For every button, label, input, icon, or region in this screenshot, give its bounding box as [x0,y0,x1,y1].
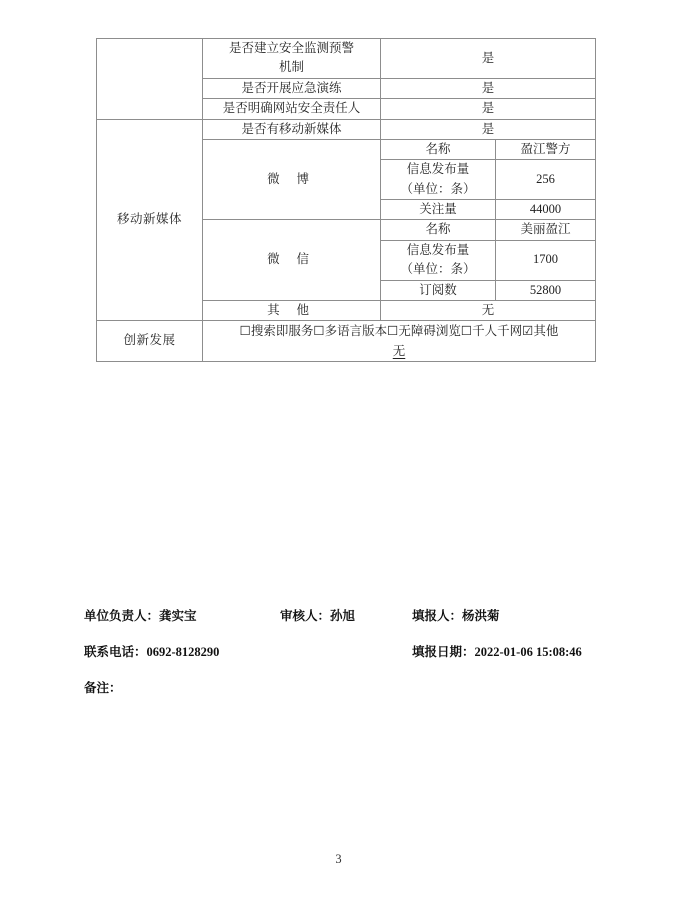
security-section-label [97,39,203,120]
phone-field [84,642,219,660]
checkbox-unchecked-icon[interactable]: ☐ [387,323,399,339]
weibo-field-name-0: 名称 [381,139,496,159]
innovation-option-4-label: 其他 [533,324,559,339]
innovation-option-3[interactable] [461,324,522,338]
wechat-field-name-1-line1: 信息发布量 [406,242,470,257]
innovation-option-2-label: 无障碍浏览 [398,324,461,339]
wechat-field-name-2: 订阅数 [381,280,496,300]
has-new-media-question: 是否有移动新媒体 [203,119,381,139]
security-answer-1: 是 [381,39,596,79]
security-answer-3: 是 [381,99,596,119]
signature-row-2 [84,642,624,678]
security-answer-2: 是 [381,78,596,98]
innovation-option-2[interactable] [387,324,461,338]
innovation-option-1[interactable] [313,324,387,338]
security-question-2: 是否开展应急演练 [203,78,381,98]
wechat-field-value-1: 1700 [496,240,596,280]
weibo-field-name-2: 关注量 [381,200,496,220]
weibo-field-name-1 [381,160,496,200]
wechat-field-name-0: 名称 [381,220,496,240]
innovation-option-0[interactable] [240,324,314,338]
phone-value: 0692-8128290 [146,645,220,659]
wechat-field-value-2: 52800 [496,280,596,300]
weibo-field-value-2: 44000 [496,200,596,220]
reviewer-field [280,606,355,624]
weibo-field-name-1-line2: （单位：条） [400,181,476,196]
signature-row-1 [84,606,624,642]
security-question-1-line2: 机制 [278,60,304,75]
page-number: 3 [335,852,342,866]
innovation-option-1-label: 多语言版本 [324,324,388,339]
table-row [97,321,596,362]
filler-value: 杨洪菊 [462,609,500,623]
weibo-field-value-1: 256 [496,160,596,200]
table-row [97,119,596,139]
signature-block [84,606,624,714]
phone-label: 联系电话： [84,645,147,659]
wechat-field-name-1-line2: （单位：条） [400,262,476,277]
remark-label: 备注： [84,681,122,695]
security-question-1-line1: 是否建立安全监测预警 [228,41,354,55]
other-media-value: 无 [381,300,596,320]
innovation-other-value: 无 [392,343,406,358]
date-value: 2022-01-06 15:08:46 [474,645,582,659]
wechat-label: 微 信 [203,220,381,301]
innovation-option-0-label: 搜索即服务 [250,324,314,339]
security-question-1 [203,39,381,79]
date-label: 填报日期： [412,645,475,659]
checkbox-unchecked-icon[interactable]: ☐ [460,323,473,339]
unit-head-value: 龚实宝 [159,609,197,623]
wechat-field-value-0: 美丽盈江 [496,220,596,240]
innovation-option-4[interactable] [522,324,558,338]
reviewer-label: 审核人： [280,609,331,623]
weibo-field-value-0: 盈江警方 [496,139,596,159]
new-media-section-label: 移动新媒体 [97,119,203,321]
filler-field [412,606,500,624]
has-new-media-answer: 是 [381,119,596,139]
weibo-label: 微 博 [203,139,381,220]
website-report-table [96,38,596,362]
checkbox-unchecked-icon[interactable]: ☐ [313,323,325,339]
wechat-field-name-1 [381,240,496,280]
security-question-3: 是否明确网站安全责任人 [203,99,381,119]
checkbox-unchecked-icon[interactable]: ☐ [239,323,251,339]
innovation-option-3-label: 千人千网 [472,324,523,339]
weibo-field-name-1-line1: 信息发布量 [406,162,470,177]
other-media-label: 其 他 [203,300,381,320]
signature-row-3 [84,678,624,714]
innovation-section-label: 创新发展 [97,321,203,362]
innovation-options-cell [203,321,596,362]
filler-label: 填报人： [412,609,463,623]
unit-head-field [84,606,197,624]
reviewer-value: 孙旭 [330,609,356,623]
date-field [412,642,582,660]
checkbox-checked-icon[interactable]: ☑ [522,323,534,339]
table-row [97,39,596,79]
unit-head-label: 单位负责人： [84,609,160,623]
